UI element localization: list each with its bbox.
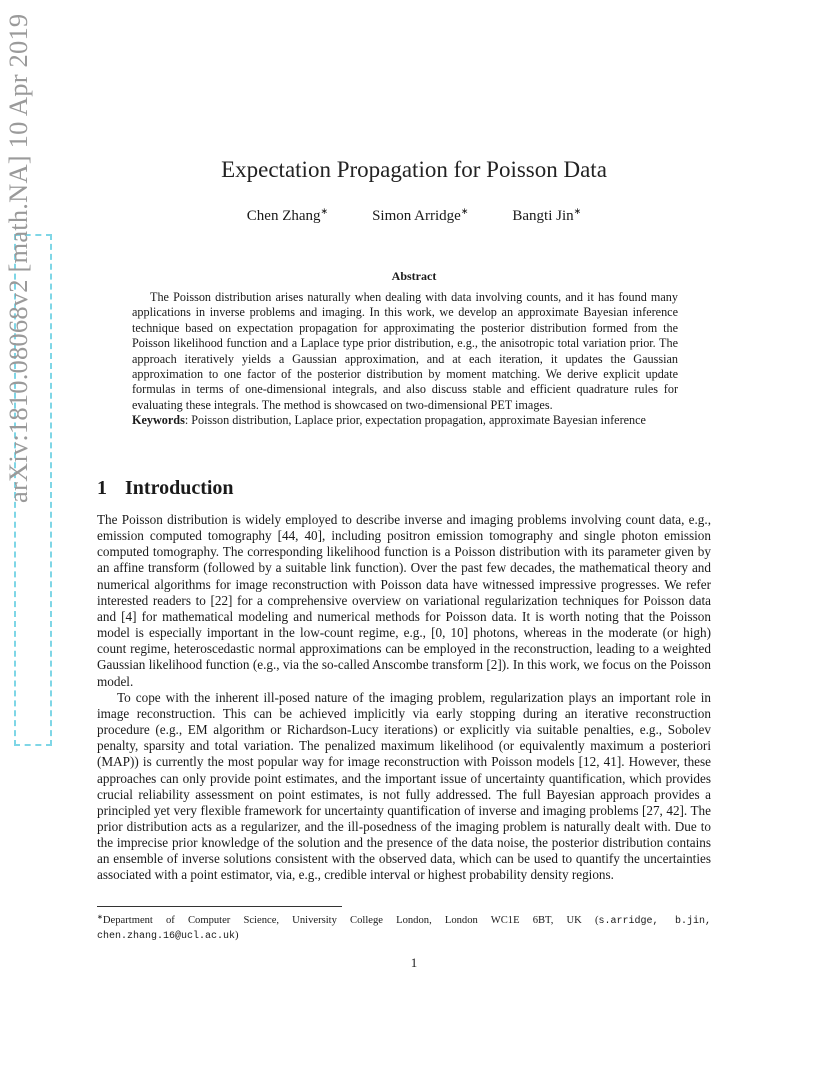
footnote-emails: s.arridge, b.jin, chen.zhang.16@ucl.ac.uk [97,916,711,942]
footnote: ∗Department of Computer Science, University College London, London WC1E 6BT, UK (s.arridge, b.jin, chen.zhang.16@ucl.ac.uk) [97,913,711,942]
abstract-heading: Abstract [391,269,437,283]
paragraph-2: To cope with the inherent ill-posed nature of the imaging problem, regularization plays an important role in image reconstruction. This can be achieved implicitly via early stopping during an iterative reconstruction procedure (e.g., EM algorithm or Richardson-Lucy iterations) or explicitly via suitable penalties, e.g., Sobolev penalty, sparsity and total variation. The penalized maximum likelihood (or equivalently maximum a posteriori (MAP)) is currently the most popular way for image reconstruction with Poisson models [12, 41]. However, these approaches can only provide point estimates, and the important issue of uncertainty quantification, which provides crucial reliability assessment on point estimates, is not fully addressed. The full Bayesian approach provides a principled yet very flexible framework for uncertainty quantification of inverse and imaging problems [27, 42]. The prior distribution acts as a regularizer, and the ill-posedness of the imaging problem is naturally dealt with. Due to the imprecise prior knowledge of the solution and the presence of the data noise, the posterior distribution contains an ensemble of inverse solutions consistent with the observed data, which can be used to quantify the uncertainties associated with a point estimator, via, e.g., credible interval or highest probability density regions. [97,689,711,883]
section-title: Introduction [125,477,234,499]
author-list [0,206,828,225]
author-2: Simon Arridge∗ [372,206,469,224]
keywords-label: Keywords [132,413,185,428]
author-1: Chen Zhang∗ [246,206,329,224]
page-number: 1 [410,955,418,970]
footnote-rule [97,906,342,907]
arxiv-stamp: arXiv:1810.08068v2 [math.NA] 10 Apr 2019 [3,13,33,503]
author-3: Bangti Jin∗ [512,206,582,224]
keywords [132,413,678,428]
abstract-text: The Poisson distribution arises naturally when dealing with data involving counts, and it has found many applications in inverse problems and imaging. In this work, we develop an approximate Bayesian inference technique based on expectation propagation for approximating the posterior distribution formed from the Poisson likelihood function and a Laplace type prior distribution, e.g., the anisotropic total variation prior. The approach iteratively yields a Gaussian approximation, and at each iteration, it updates the Gaussian approximation to one factor of the posterior distribution by moment matching. We derive explicit update formulas in terms of one-dimensional integrals, and also discuss stable and efficient quadrature rules for evaluating these integrals. The method is showcased on two-dimensional PET images. [132,290,678,412]
section-number: 1 [97,477,107,499]
paper-title: Expectation Propagation for Poisson Data [221,157,607,182]
paragraph-1: The Poisson distribution is widely employed to describe inverse and imaging problems involving count data, e.g., emission computed tomography [44, 40], including positron emission tomography and single photon emission computed tomography. The corresponding likelihood function is a Poisson distribution with its parameter given by an affine transform (followed by a suitable link function). Over the past few decades, the mathematical theory and numerical algorithms for image reconstruction with Poisson data have witnessed impressive progresses. We refer interested readers to [22] for a comprehensive overview on variational regularization techniques for Poisson data and [4] for mathematical modeling and numerical methods for Poisson data. It is worth noting that the Poisson model is especially important in the low-count regime, e.g., [0, 10] photons, whereas in the moderate (or high) count regime, heteroscedastic normal approximations can be employed in the reconstruction, leading to a weighted Gaussian likelihood function (e.g., via the so-called Anscombe transform [2]). In this work, we focus on the Poisson model. [97,512,711,689]
keywords-text: : Poisson distribution, Laplace prior, expectation propagation, approximate Bayesian inference [184,413,646,428]
section-heading [97,477,234,500]
body-text [97,512,711,884]
abstract [132,290,678,429]
